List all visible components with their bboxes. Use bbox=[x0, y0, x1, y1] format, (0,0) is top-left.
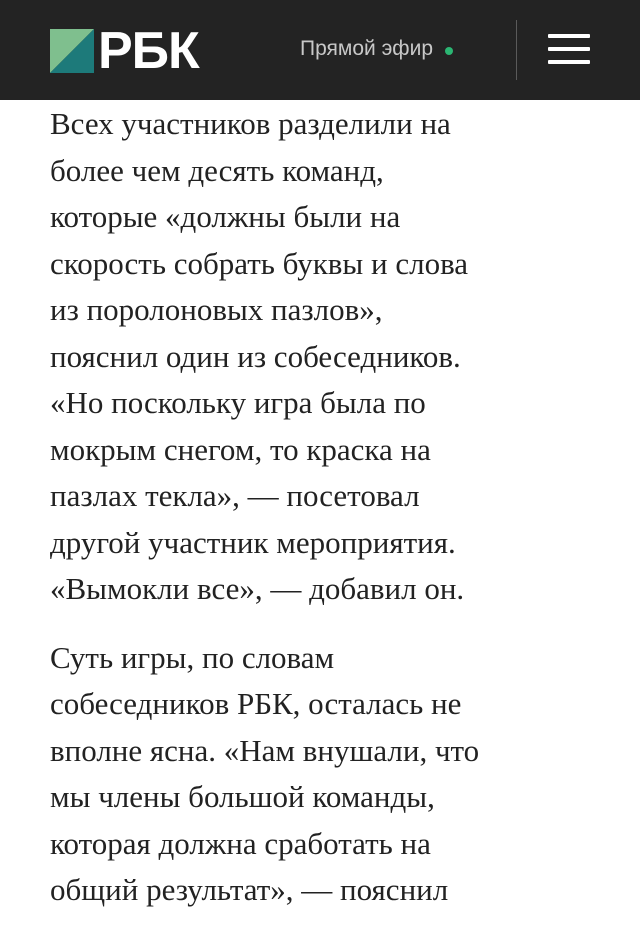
bottom-fade bbox=[0, 929, 640, 943]
rbc-logo[interactable] bbox=[50, 22, 199, 80]
paragraph-line: другой участник мероприятия. bbox=[50, 524, 456, 560]
rbc-logo-mark-icon bbox=[50, 29, 94, 73]
paragraph-line: пазлах текла», — посетовал bbox=[50, 478, 420, 513]
paragraph-line: из поролоновых пазлов», bbox=[50, 292, 383, 327]
live-indicator-dot-icon bbox=[445, 47, 453, 55]
paragraph-line: мы члены большой команды, bbox=[50, 779, 435, 814]
paragraph-line: «Но поскольку игра была по bbox=[50, 385, 426, 420]
hamburger-menu-icon[interactable] bbox=[548, 34, 590, 64]
paragraph-line: скорость собрать буквы и слова bbox=[50, 245, 469, 281]
paragraph-line: которые «должны были на bbox=[50, 199, 401, 234]
paragraph-line: которая должна сработать на bbox=[50, 825, 431, 861]
paragraph-line: Всех участников разделили на bbox=[50, 106, 451, 141]
paragraph-line: вполне ясна. «Нам внушали, что bbox=[50, 732, 480, 768]
live-broadcast-label: Прямой эфир bbox=[300, 37, 433, 60]
paragraph-line: пояснил один из собеседников. bbox=[50, 338, 461, 374]
article-paragraph-2 bbox=[50, 635, 610, 914]
menu-bar-middle bbox=[548, 47, 590, 51]
article-paragraph-1 bbox=[50, 101, 610, 613]
paragraph-line: «Вымокли все», — добавил он. bbox=[50, 571, 465, 606]
logo-text: РБК bbox=[98, 22, 199, 80]
header-divider bbox=[516, 20, 517, 80]
paragraph-line: общий результат», — пояснил bbox=[50, 872, 449, 907]
article-body bbox=[50, 101, 610, 914]
menu-bar-bottom bbox=[548, 60, 590, 64]
paragraph-line: мокрым снегом, то краска на bbox=[50, 431, 431, 467]
paragraph-line: Суть игры, по словам bbox=[50, 639, 335, 675]
live-broadcast-link[interactable] bbox=[300, 35, 453, 63]
paragraph-line: собеседников РБК, осталась не bbox=[50, 686, 462, 721]
paragraph-line: более чем десять команд, bbox=[50, 152, 384, 188]
site-header bbox=[0, 0, 640, 100]
menu-bar-top bbox=[548, 34, 590, 38]
